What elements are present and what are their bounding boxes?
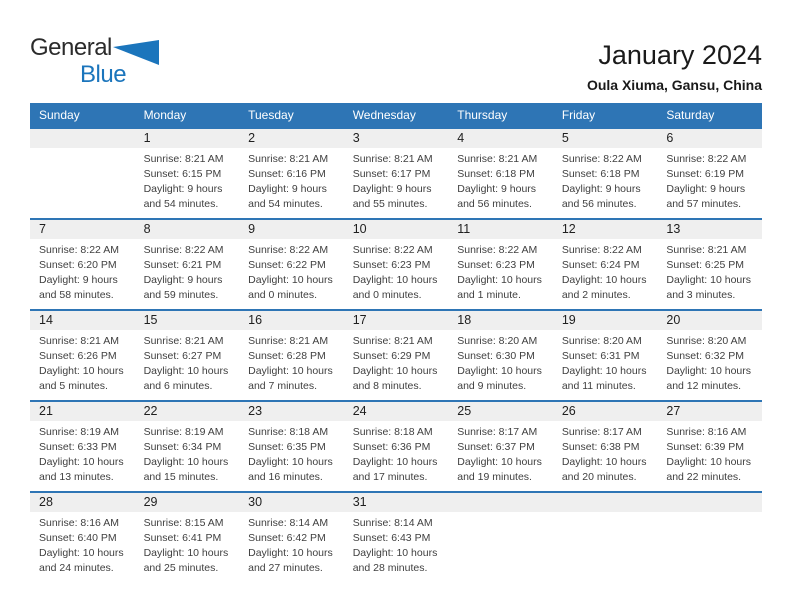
sunrise-text: Sunrise: 8:18 AM [352, 426, 433, 438]
calendar-header [30, 103, 762, 128]
date-number: 7 [39, 222, 46, 236]
day-cell [30, 310, 135, 401]
daylight-text-line2: and 28 minutes. [352, 562, 428, 574]
day-info [30, 421, 135, 485]
sunrise-text: Sunrise: 8:22 AM [248, 244, 329, 256]
sunrise-text: Sunrise: 8:22 AM [39, 244, 119, 256]
day-info [135, 512, 240, 576]
daylight-text-line1: Daylight: 9 hours [352, 183, 432, 195]
daylight-text-line2: and 0 minutes. [352, 289, 422, 301]
sunset-text: Sunset: 6:34 PM [143, 441, 222, 453]
day-info [657, 421, 762, 485]
day-cell [344, 310, 449, 401]
sunset-text: Sunset: 6:21 PM [143, 259, 222, 271]
sunset-text: Sunset: 6:16 PM [248, 168, 326, 180]
week-row [30, 219, 762, 310]
daylight-text-line1: Daylight: 10 hours [143, 456, 229, 468]
daylight-text-line2: and 0 minutes. [248, 289, 318, 301]
date-number: 8 [143, 222, 151, 236]
sunset-text: Sunset: 6:40 PM [39, 532, 117, 544]
date-number: 2 [248, 131, 256, 145]
date-number: 15 [143, 313, 158, 327]
sunrise-text: Sunrise: 8:21 AM [666, 244, 747, 256]
sunset-text: Sunset: 6:42 PM [248, 532, 326, 544]
sunset-text: Sunset: 6:18 PM [457, 168, 535, 180]
day-info [553, 421, 658, 485]
daylight-text-line2: and 3 minutes. [666, 289, 736, 301]
daylight-text-line2: and 54 minutes. [248, 198, 323, 210]
sunrise-text: Sunrise: 8:21 AM [352, 335, 433, 347]
daylight-text-line1: Daylight: 10 hours [352, 547, 438, 559]
day-info [239, 330, 344, 394]
daylight-text-line1: Daylight: 9 hours [457, 183, 537, 195]
date-number: 21 [39, 404, 53, 418]
date-number: 27 [666, 404, 681, 418]
day-cell [657, 310, 762, 401]
sunset-text: Sunset: 6:37 PM [457, 441, 535, 453]
date-band [553, 220, 658, 239]
day-cell [553, 219, 658, 310]
date-number: 9 [248, 222, 256, 236]
date-number: 19 [561, 313, 576, 327]
week-row [30, 128, 762, 219]
day-cell [448, 310, 553, 401]
daylight-text-line2: and 27 minutes. [248, 562, 323, 574]
daylight-text-line2: and 6 minutes. [143, 380, 213, 392]
day-cell [239, 401, 344, 492]
date-band [344, 129, 449, 148]
date-number: 26 [561, 404, 576, 418]
day-cell [135, 401, 240, 492]
day-cell [30, 492, 135, 582]
date-number: 20 [666, 313, 681, 327]
daylight-text-line1: Daylight: 10 hours [666, 456, 752, 468]
date-band [448, 402, 553, 421]
daylight-text-line1: Daylight: 10 hours [561, 456, 647, 468]
sunrise-text: Sunrise: 8:22 AM [143, 244, 224, 256]
date-band [239, 402, 344, 421]
daylight-text-line1: Daylight: 10 hours [143, 547, 229, 559]
date-number: 31 [352, 495, 367, 509]
date-number: 28 [39, 495, 53, 509]
calendar-body [30, 128, 762, 582]
daylight-text-line1: Daylight: 10 hours [143, 365, 229, 377]
day-info [344, 239, 449, 303]
date-number: 5 [561, 131, 569, 145]
day-cell [135, 219, 240, 310]
day-cell [553, 310, 658, 401]
day-cell [135, 310, 240, 401]
empty-day-cell [657, 492, 762, 582]
date-number: 16 [248, 313, 263, 327]
day-cell [448, 219, 553, 310]
daylight-text-line1: Daylight: 10 hours [39, 547, 124, 559]
empty-day-cell [30, 128, 135, 219]
daylight-text-line1: Daylight: 9 hours [39, 274, 118, 286]
date-number: 17 [352, 313, 367, 327]
date-band [344, 311, 449, 330]
date-band [135, 220, 240, 239]
daylight-text-line1: Daylight: 9 hours [666, 183, 746, 195]
daylight-text-line1: Daylight: 10 hours [666, 274, 752, 286]
daylight-text-line1: Daylight: 10 hours [248, 547, 333, 559]
day-info [30, 330, 135, 394]
sunset-text: Sunset: 6:27 PM [143, 350, 222, 362]
date-band [553, 493, 658, 512]
date-band [30, 493, 135, 512]
daylight-text-line2: and 20 minutes. [561, 471, 637, 483]
date-band [30, 311, 135, 330]
sunset-text: Sunset: 6:24 PM [561, 259, 640, 271]
day-cell [657, 128, 762, 219]
date-number: 29 [143, 495, 158, 509]
day-info [135, 421, 240, 485]
sunrise-text: Sunrise: 8:19 AM [39, 426, 119, 438]
daylight-text-line1: Daylight: 10 hours [666, 365, 752, 377]
day-info [553, 239, 658, 303]
date-band [135, 493, 240, 512]
day-cell [657, 401, 762, 492]
date-number: 24 [352, 404, 367, 418]
day-info [344, 330, 449, 394]
day-info [135, 148, 240, 212]
daylight-text-line1: Daylight: 10 hours [39, 456, 124, 468]
sunrise-text: Sunrise: 8:22 AM [457, 244, 538, 256]
sunrise-text: Sunrise: 8:14 AM [352, 517, 433, 529]
sunrise-text: Sunrise: 8:16 AM [39, 517, 119, 529]
day-info [344, 421, 449, 485]
date-band [30, 402, 135, 421]
date-number: 25 [457, 404, 472, 418]
week-row [30, 310, 762, 401]
day-cell [448, 128, 553, 219]
daylight-text-line1: Daylight: 10 hours [248, 365, 333, 377]
day-cell [135, 492, 240, 582]
date-number: 10 [352, 222, 367, 236]
weekday-header-friday: Friday [553, 103, 658, 128]
daylight-text-line1: Daylight: 9 hours [248, 183, 327, 195]
sunset-text: Sunset: 6:33 PM [39, 441, 117, 453]
sunrise-text: Sunrise: 8:20 AM [561, 335, 642, 347]
day-cell [239, 219, 344, 310]
daylight-text-line2: and 8 minutes. [352, 380, 422, 392]
daylight-text-line2: and 57 minutes. [666, 198, 742, 210]
daylight-text-line2: and 9 minutes. [457, 380, 527, 392]
date-number: 13 [666, 222, 681, 236]
weekday-header-row [30, 103, 762, 128]
weekday-header-wednesday: Wednesday [344, 103, 449, 128]
date-number: 14 [39, 313, 53, 327]
sunset-text: Sunset: 6:36 PM [352, 441, 431, 453]
day-cell [239, 128, 344, 219]
weekday-header-sunday: Sunday [30, 103, 135, 128]
date-band [657, 311, 762, 330]
date-number: 18 [457, 313, 472, 327]
daylight-text-line1: Daylight: 10 hours [457, 274, 542, 286]
daylight-text-line2: and 12 minutes. [666, 380, 742, 392]
date-band [553, 402, 658, 421]
sunset-text: Sunset: 6:39 PM [666, 441, 745, 453]
day-info [657, 148, 762, 212]
sunset-text: Sunset: 6:35 PM [248, 441, 326, 453]
day-cell [344, 492, 449, 582]
page-subtitle: Oula Xiuma, Gansu, China [586, 77, 762, 93]
day-info [657, 239, 762, 303]
date-number: 3 [352, 131, 360, 145]
day-cell [657, 219, 762, 310]
daylight-text-line2: and 7 minutes. [248, 380, 318, 392]
day-info [30, 512, 135, 576]
date-band [657, 493, 762, 512]
daylight-text-line1: Daylight: 10 hours [352, 274, 438, 286]
sunrise-text: Sunrise: 8:21 AM [143, 153, 224, 165]
sunrise-text: Sunrise: 8:21 AM [143, 335, 224, 347]
sunset-text: Sunset: 6:23 PM [457, 259, 535, 271]
sunrise-text: Sunrise: 8:18 AM [248, 426, 329, 438]
sunset-text: Sunset: 6:41 PM [143, 532, 222, 544]
sunrise-text: Sunrise: 8:20 AM [666, 335, 747, 347]
daylight-text-line2: and 25 minutes. [143, 562, 219, 574]
calendar-table [30, 103, 762, 582]
sunrise-text: Sunrise: 8:17 AM [561, 426, 642, 438]
weekday-header-tuesday: Tuesday [239, 103, 344, 128]
sunrise-text: Sunrise: 8:21 AM [39, 335, 119, 347]
logo-text-blue: Blue [80, 61, 127, 88]
date-band [30, 220, 135, 239]
sunset-text: Sunset: 6:25 PM [666, 259, 745, 271]
day-info [448, 330, 553, 394]
date-band [239, 220, 344, 239]
day-info [135, 239, 240, 303]
date-number: 12 [561, 222, 576, 236]
date-band [239, 311, 344, 330]
day-info [657, 330, 762, 394]
sunset-text: Sunset: 6:32 PM [666, 350, 745, 362]
date-band [344, 220, 449, 239]
sunset-text: Sunset: 6:43 PM [352, 532, 431, 544]
day-info [344, 512, 449, 576]
day-cell [553, 401, 658, 492]
date-band [553, 129, 658, 148]
day-info [344, 148, 449, 212]
daylight-text-line2: and 11 minutes. [561, 380, 636, 392]
daylight-text-line1: Daylight: 10 hours [248, 274, 333, 286]
day-info [448, 148, 553, 212]
day-info [553, 330, 658, 394]
day-cell [448, 401, 553, 492]
sunset-text: Sunset: 6:28 PM [248, 350, 326, 362]
sunset-text: Sunset: 6:29 PM [352, 350, 431, 362]
date-band [135, 129, 240, 148]
date-number: 30 [248, 495, 263, 509]
daylight-text-line2: and 16 minutes. [248, 471, 323, 483]
general-blue-logo [30, 34, 159, 88]
day-info [239, 148, 344, 212]
daylight-text-line2: and 5 minutes. [39, 380, 108, 392]
daylight-text-line1: Daylight: 10 hours [352, 456, 438, 468]
empty-day-cell [553, 492, 658, 582]
day-cell [344, 219, 449, 310]
page-title: January 2024 [598, 40, 762, 70]
day-cell [344, 128, 449, 219]
week-row [30, 492, 762, 582]
sunrise-text: Sunrise: 8:17 AM [457, 426, 538, 438]
daylight-text-line1: Daylight: 10 hours [39, 365, 124, 377]
sunrise-text: Sunrise: 8:21 AM [248, 335, 329, 347]
date-number: 1 [143, 131, 151, 145]
day-info [448, 239, 553, 303]
sunrise-text: Sunrise: 8:16 AM [666, 426, 747, 438]
date-band [448, 493, 553, 512]
date-band [239, 493, 344, 512]
day-info [30, 239, 135, 303]
sunrise-text: Sunrise: 8:14 AM [248, 517, 329, 529]
sunrise-text: Sunrise: 8:22 AM [561, 153, 642, 165]
sunset-text: Sunset: 6:22 PM [248, 259, 326, 271]
daylight-text-line2: and 15 minutes. [143, 471, 219, 483]
sunrise-text: Sunrise: 8:21 AM [352, 153, 433, 165]
date-band [344, 402, 449, 421]
sunrise-text: Sunrise: 8:19 AM [143, 426, 224, 438]
date-band [135, 311, 240, 330]
daylight-text-line2: and 13 minutes. [39, 471, 114, 483]
sunrise-text: Sunrise: 8:21 AM [248, 153, 329, 165]
daylight-text-line2: and 55 minutes. [352, 198, 428, 210]
daylight-text-line1: Daylight: 10 hours [561, 365, 647, 377]
day-cell [344, 401, 449, 492]
daylight-text-line2: and 54 minutes. [143, 198, 219, 210]
date-band [135, 402, 240, 421]
date-number: 11 [457, 222, 471, 236]
date-number: 4 [457, 131, 465, 145]
date-band [657, 402, 762, 421]
sunset-text: Sunset: 6:20 PM [39, 259, 117, 271]
sunset-text: Sunset: 6:15 PM [143, 168, 222, 180]
day-cell [239, 310, 344, 401]
sunset-text: Sunset: 6:18 PM [561, 168, 640, 180]
date-band [448, 311, 553, 330]
day-cell [135, 128, 240, 219]
daylight-text-line2: and 58 minutes. [39, 289, 114, 301]
daylight-text-line2: and 59 minutes. [143, 289, 219, 301]
daylight-text-line2: and 17 minutes. [352, 471, 428, 483]
date-number: 22 [143, 404, 158, 418]
daylight-text-line1: Daylight: 10 hours [561, 274, 647, 286]
day-cell [30, 401, 135, 492]
sunset-text: Sunset: 6:31 PM [561, 350, 640, 362]
sunset-text: Sunset: 6:26 PM [39, 350, 117, 362]
day-cell [239, 492, 344, 582]
sunrise-text: Sunrise: 8:22 AM [561, 244, 642, 256]
logo-text-general: General [30, 34, 112, 61]
week-row [30, 401, 762, 492]
date-band [344, 493, 449, 512]
date-band [30, 129, 135, 148]
sunrise-text: Sunrise: 8:22 AM [666, 153, 747, 165]
day-info [239, 421, 344, 485]
date-band [448, 129, 553, 148]
weekday-header-saturday: Saturday [657, 103, 762, 128]
date-number: 23 [248, 404, 263, 418]
day-info [448, 421, 553, 485]
sunrise-text: Sunrise: 8:22 AM [352, 244, 433, 256]
daylight-text-line1: Daylight: 10 hours [248, 456, 333, 468]
date-band [657, 220, 762, 239]
weekday-header-monday: Monday [135, 103, 240, 128]
daylight-text-line1: Daylight: 10 hours [457, 365, 542, 377]
daylight-text-line2: and 56 minutes. [457, 198, 532, 210]
daylight-text-line2: and 1 minute. [457, 289, 521, 301]
date-number: 6 [666, 131, 674, 145]
daylight-text-line2: and 24 minutes. [39, 562, 114, 574]
date-band [657, 129, 762, 148]
sunset-text: Sunset: 6:38 PM [561, 441, 640, 453]
day-cell [553, 128, 658, 219]
day-info [553, 148, 658, 212]
daylight-text-line2: and 56 minutes. [561, 198, 637, 210]
day-info [239, 239, 344, 303]
empty-day-cell [448, 492, 553, 582]
sunset-text: Sunset: 6:17 PM [352, 168, 431, 180]
daylight-text-line1: Daylight: 10 hours [352, 365, 438, 377]
weekday-header-thursday: Thursday [448, 103, 553, 128]
sunrise-text: Sunrise: 8:15 AM [143, 517, 224, 529]
day-info [135, 330, 240, 394]
day-cell [30, 219, 135, 310]
day-info [239, 512, 344, 576]
title-block [587, 40, 762, 93]
sunset-text: Sunset: 6:23 PM [352, 259, 431, 271]
sunrise-text: Sunrise: 8:20 AM [457, 335, 538, 347]
sunrise-text: Sunrise: 8:21 AM [457, 153, 538, 165]
sunset-text: Sunset: 6:19 PM [666, 168, 745, 180]
daylight-text-line2: and 22 minutes. [666, 471, 742, 483]
daylight-text-line1: Daylight: 9 hours [143, 183, 223, 195]
sunset-text: Sunset: 6:30 PM [457, 350, 535, 362]
daylight-text-line1: Daylight: 10 hours [457, 456, 542, 468]
date-band [448, 220, 553, 239]
daylight-text-line2: and 19 minutes. [457, 471, 532, 483]
daylight-text-line1: Daylight: 9 hours [561, 183, 641, 195]
date-band [239, 129, 344, 148]
date-band [553, 311, 658, 330]
daylight-text-line2: and 2 minutes. [561, 289, 631, 301]
daylight-text-line1: Daylight: 9 hours [143, 274, 223, 286]
